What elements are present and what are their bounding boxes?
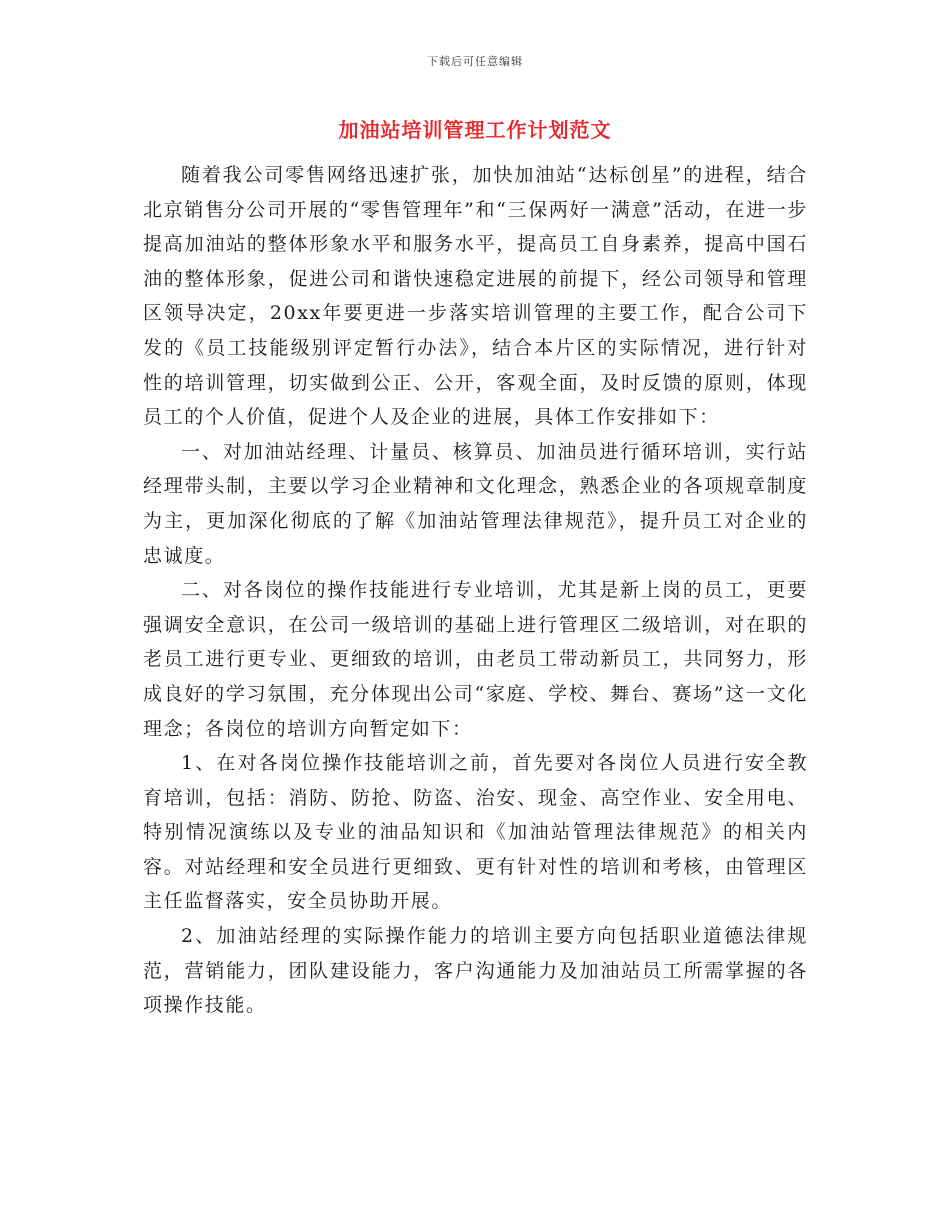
paragraph-section-2: 二、对各岗位的操作技能进行专业培训，尤其是新上岗的员工，更要强调安全意识，在公司一级培训的基础上进行管理区二级培训，对在职的老员工进行更专业、更细致的培训，由老员工带动新员工，共同努力，形成良好的学习氛围，充分体现出公司“家庭、学校、舞台、赛场”这一文化理念；各岗位的培训方向暂定如下： [143, 579, 808, 740]
paragraph-item-1: 1、在对各岗位操作技能培训之前，首先要对各岗位人员进行安全教育培训，包括：消防、防抢、防盗、治安、现金、高空作业、安全用电、特别情况演练以及专业的油品知识和《加油站管理法律规范》的相关内容。对站经理和安全员进行更细致、更有针对性的培训和考核，由管理区主任监督落实，安全员协助开展。 [143, 752, 808, 913]
header-note: 下载后可任意编辑 [427, 55, 523, 68]
paragraph-section-1: 一、对加油站经理、计量员、核算员、加油员进行循环培训，实行站经理带头制，主要以学习企业精神和文化理念，熟悉企业的各项规章制度为主，更加深化彻底的了解《加油站管理法律规范》，提升员工对企业的忠诚度。 [143, 440, 808, 567]
paragraph-intro: 随着我公司零售网络迅速扩张，加快加油站“达标创星”的进程，结合北京销售分公司开展的“零售管理年”和“三保两好一满意”活动，在进一步提高加油站的整体形象水平和服务水平，提高员工自身素养，提高中国石油的整体形象，促进公司和谐快速稳定进展的前提下，经公司领导和管理区领导决定，20xx年要更进一步落实培训管理的主要工作，配合公司下发的《员工技能级别评定暂行办法》，结合本片区的实际情况，进行针对性的培训管理，切实做到公正、公开，客观全面，及时反馈的原则，体现员工的个人价值，促进个人及企业的进展，具体工作安排如下： [143, 164, 808, 429]
document-body [143, 158, 808, 1023]
document-title: 加油站培训管理工作计划范文 [338, 118, 612, 142]
paragraph-item-2: 2、加油站经理的实际操作能力的培训主要方向包括职业道德法律规范，营销能力，团队建设能力，客户沟通能力及加油站员工所需掌握的各项操作技能。 [143, 925, 808, 1017]
